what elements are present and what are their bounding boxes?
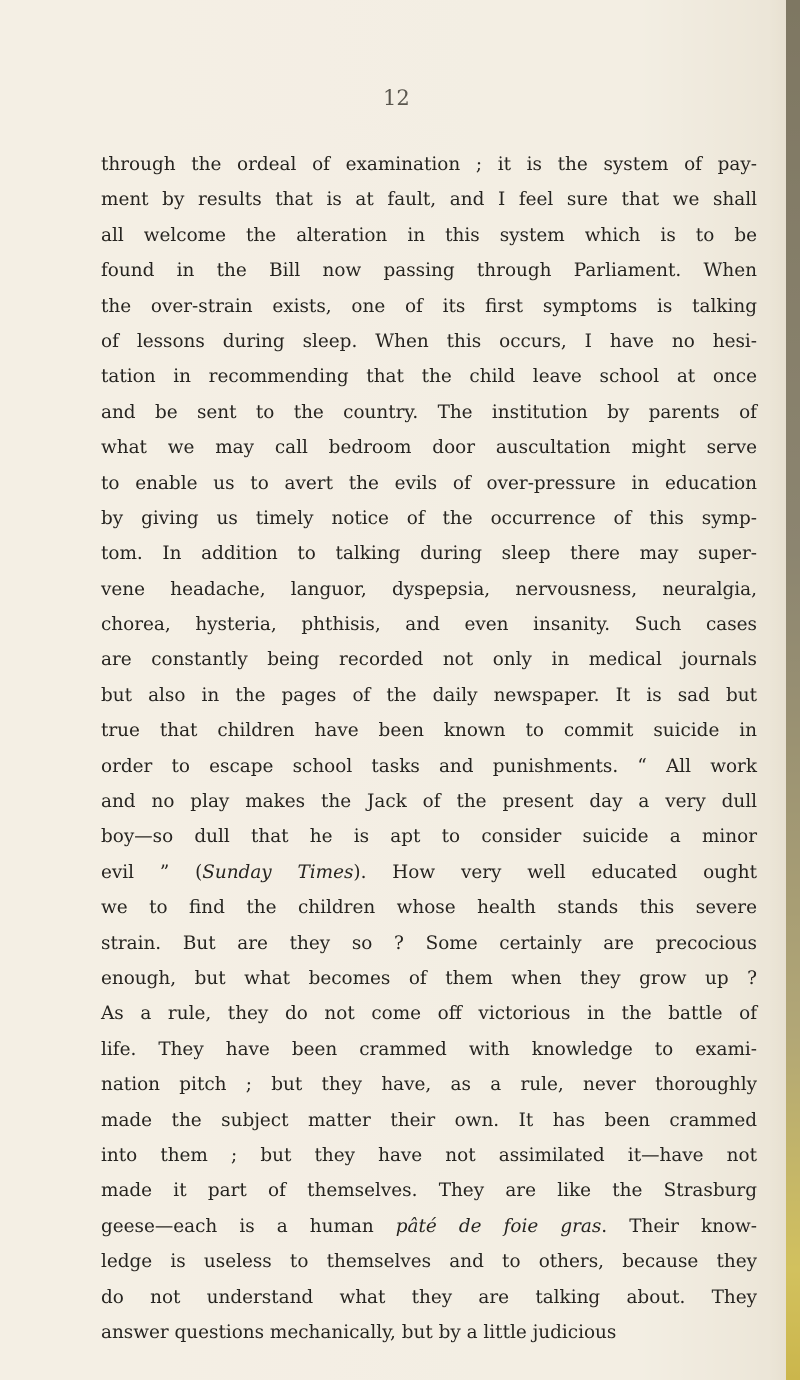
page-number: 12 (383, 86, 410, 110)
text-line: the over-strain exists, one of its first symptoms is talking (101, 295, 757, 317)
text-line: do not understand what they are talking about. They (101, 1286, 757, 1308)
text-line: we to find the children whose health stands this severe (101, 897, 757, 919)
text-line: by giving us timely notice of the occurrence of this symp- (101, 507, 757, 529)
text-line: through the ordeal of examination ; it is the system of pay- (101, 154, 757, 175)
text-line: made the subject matter their own. It has been crammed (101, 1109, 757, 1131)
text-line: life. They have been crammed with knowledge to exami- (101, 1038, 757, 1060)
text-segment: ). How very well educated ought (353, 861, 757, 883)
text-line: enough, but what becomes of them when they grow up ? (101, 967, 757, 989)
text-line: tation in recommending that the child leave school at once (101, 366, 757, 388)
text-line: vene headache, languor, dyspepsia, nervousness, neuralgia, (101, 578, 757, 600)
text-line (101, 1209, 757, 1244)
text-line: and no play makes the Jack of the present day a very dull (101, 791, 757, 813)
text-line: true that children have been known to commit suicide in (101, 720, 757, 742)
text-line (101, 855, 757, 890)
text-segment: geese—each is a human (101, 1215, 396, 1237)
text-line: into them ; but they have not assimilated it—have not (101, 1144, 757, 1166)
text-line: order to escape school tasks and punishments. “ All work (101, 755, 757, 777)
text-segment: evil ” ( (101, 861, 203, 883)
italic-segment: Sunday Times (202, 861, 354, 883)
text-line: and be sent to the country. The institution by parents of (101, 401, 757, 423)
text-line: but also in the pages of the daily newspaper. It is sad but (101, 684, 757, 706)
text-line: chorea, hysteria, phthisis, and even insanity. Such cases (101, 614, 757, 636)
text-line: what we may call bedroom door auscultation might serve (101, 437, 757, 459)
text-line: to enable us to avert the evils of over-pressure in education (101, 472, 757, 494)
text-line: nation pitch ; but they have, as a rule, never thoroughly (101, 1074, 757, 1096)
text-line: strain. But are they so ? Some certainly are precocious (101, 932, 757, 954)
text-line: As a rule, they do not come off victorious in the battle of (101, 1003, 757, 1025)
text-line: answer questions mechanically, but by a little judicious (101, 1321, 617, 1343)
text-line: found in the Bill now passing through Parliament. When (101, 260, 757, 282)
text-line: made it part of themselves. They are like the Strasburg (101, 1180, 757, 1202)
text-line: boy—so dull that he is apt to consider suicide a minor (101, 826, 757, 848)
text-line: of lessons during sleep. When this occurs, I have no hesi- (101, 330, 757, 352)
page-edge (786, 0, 800, 1380)
text-line: ledge is useless to themselves and to others, because they (101, 1251, 757, 1273)
text-line: ment by results that is at fault, and I feel sure that we shall (101, 189, 757, 211)
italic-segment: pâté de foie gras (395, 1215, 602, 1237)
body-text (101, 147, 757, 1350)
text-line: tom. In addition to talking during sleep there may super- (101, 543, 757, 565)
text-segment: . Their know- (601, 1215, 757, 1237)
text-line: all welcome the alteration in this system which is to be (101, 224, 757, 246)
text-line: are constantly being recorded not only in medical journals (101, 649, 757, 671)
